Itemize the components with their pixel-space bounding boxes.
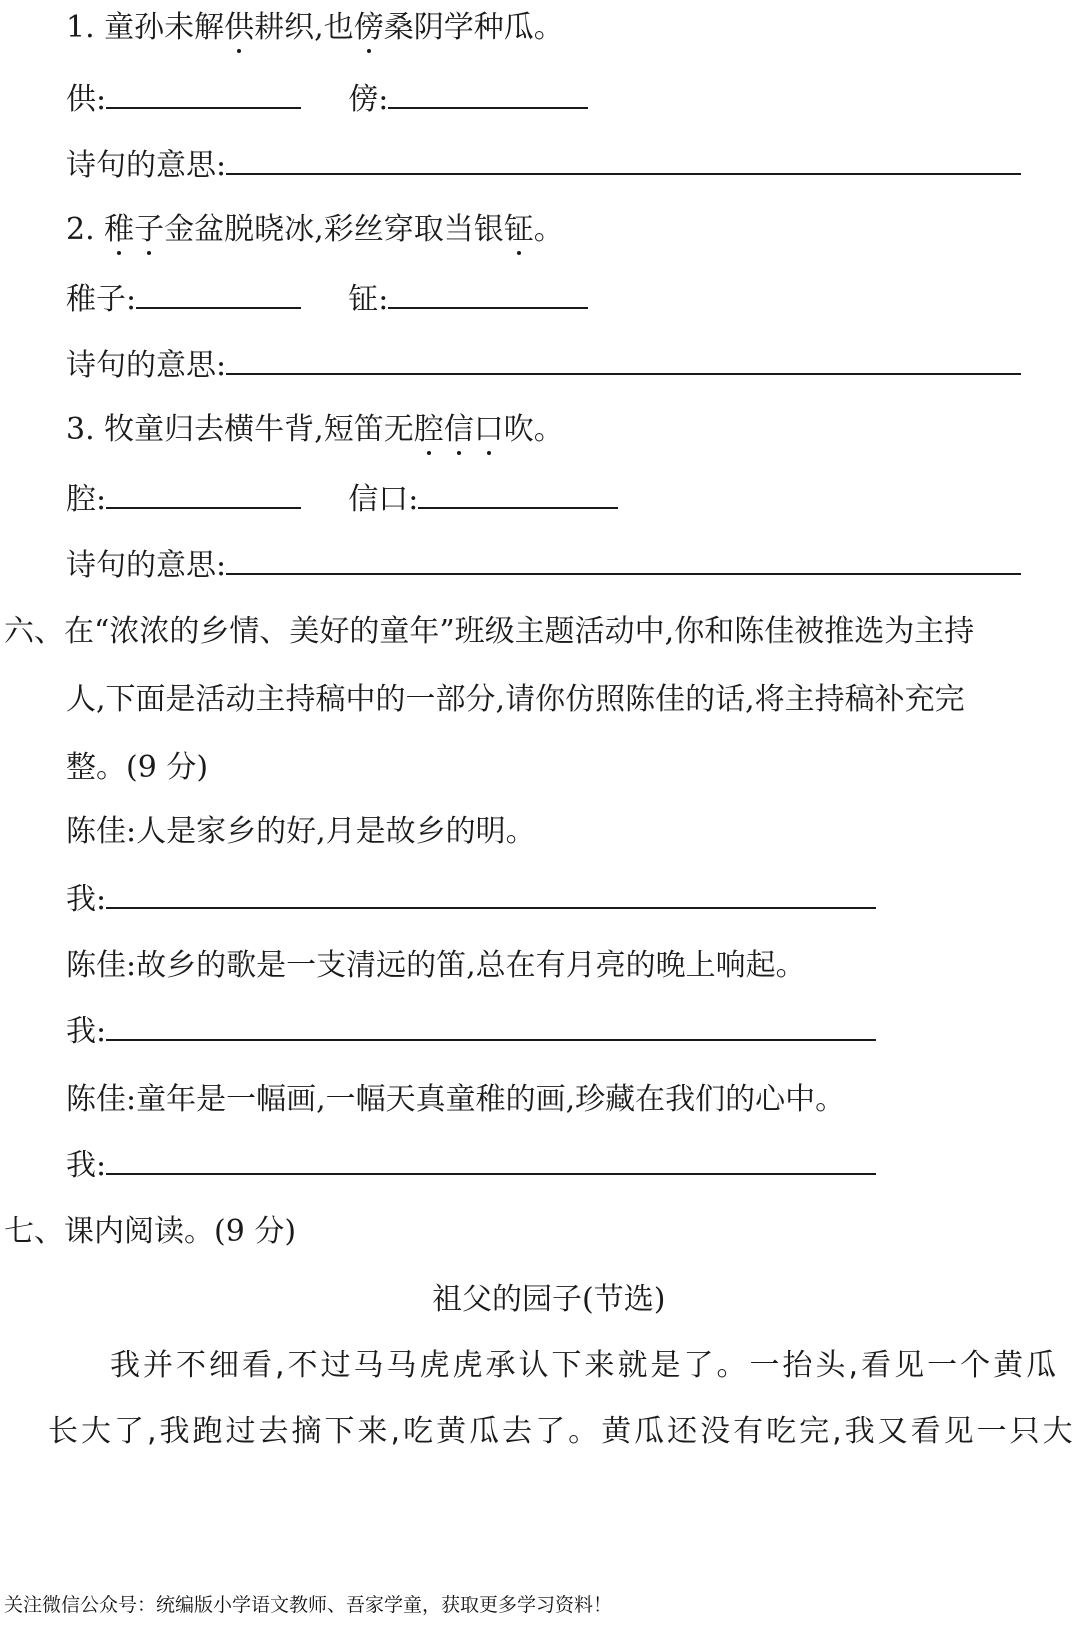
me-answer-row: 我: [66,880,876,920]
answer-blank[interactable] [106,1013,876,1041]
dotted-char: 傍 [353,10,384,45]
answer-blank[interactable] [106,881,876,909]
dotted-char: 钲 [503,212,534,247]
passage-title: 祖父的园子(节选) [432,1282,666,1317]
answer-blank[interactable] [226,147,1021,175]
chenjia-line-3: 陈佳:童年是一幅画,一幅天真童稚的画,珍藏在我们的心中。 [66,1082,846,1117]
poem1-line: 1. 童孙未解供耕织,也傍桑阴学种瓜。 [66,10,564,45]
dotted-char: 口 [473,412,504,447]
dotted-char: 信 [443,412,474,447]
poem3-meaning-row: 诗句的意思: [66,546,1021,586]
answer-blank[interactable] [226,347,1021,375]
poem1-meaning-row: 诗句的意思: [66,146,1021,186]
dotted-char: 子 [134,212,165,247]
dotted-char: 腔 [413,412,444,447]
dotted-char: 稚 [104,212,135,247]
section6-heading-line2: 人,下面是活动主持稿中的一部分,请你仿照陈佳的话,将主持稿补充完 [66,682,965,717]
answer-blank[interactable] [226,547,1021,575]
dotted-char: 供 [224,10,255,45]
chenjia-line-2: 陈佳:故乡的歌是一支清远的笛,总在有月亮的晚上响起。 [66,948,806,983]
section6-heading-line3: 整。(9 分) [66,750,209,785]
footer-note: 关注微信公众号：统编版小学语文教师、吾家学童，获取更多学习资料！ [4,1594,613,1616]
poem2-line: 2. 稚子金盆脱晓冰,彩丝穿取当银钲。 [66,212,564,247]
passage-line-2: 长大了,我跑过去摘下来,吃黄瓜去了。黄瓜还没有吃完,我又看见一只大 [48,1414,1076,1449]
answer-blank[interactable] [388,81,588,109]
me-answer-row: 我: [66,1012,876,1052]
answer-blank[interactable] [106,81,301,109]
answer-blank[interactable] [418,481,618,509]
poem3-line: 3. 牧童归去横牛背,短笛无腔信口吹。 [66,412,564,447]
answer-blank[interactable] [136,281,301,309]
poem2-meaning-row: 诗句的意思: [66,346,1021,386]
passage-line-1: 我并不细看,不过马马虎虎承认下来就是了。一抬头,看见一个黄瓜 [110,1348,1060,1383]
poem3-word-row: 腔: 信口: [66,480,618,520]
section7-heading: 七、课内阅读。(9 分) [4,1214,297,1249]
me-answer-row: 我: [66,1146,876,1186]
poem1-word-row: 供: 傍: [66,80,588,120]
section6-heading-line1: 六、在“浓浓的乡情、美好的童年”班级主题活动中,你和陈佳被推选为主持 [4,614,975,649]
poem2-word-row: 稚子: 钲: [66,280,588,320]
answer-blank[interactable] [388,281,588,309]
answer-blank[interactable] [106,481,301,509]
chenjia-line-1: 陈佳:人是家乡的好,月是故乡的明。 [66,814,536,849]
answer-blank[interactable] [106,1147,876,1175]
